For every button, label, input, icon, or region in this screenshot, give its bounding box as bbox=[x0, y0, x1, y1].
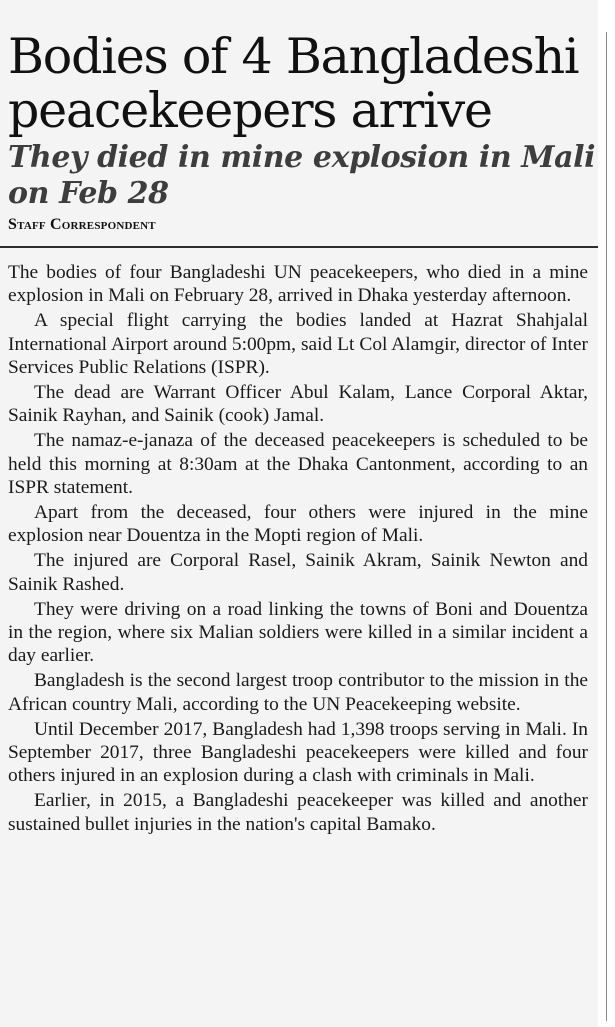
paragraph: Until December 2017, Bangladesh had 1,398 troops serving in Mali. In September 2017, three Bangladeshi peacekeepers were killed and four others injured in an explosion during a clash with criminals in Mali. bbox=[8, 718, 588, 787]
paragraph: A special flight carrying the bodies landed at Hazrat Shahjalal International Airport around 5:00pm, said Lt Col Alamgir, director of Inter Services Public Relations (ISPR). bbox=[8, 310, 588, 378]
paragraph: The injured are Corporal Rasel, Sainik Akram, Sainik Newton and Sainik Rashed. bbox=[8, 550, 588, 595]
paragraph: Earlier, in 2015, a Bangladeshi peacekeeper was killed and another sustained bullet injuries in the nation's capital Bamako. bbox=[8, 790, 588, 835]
article-body bbox=[0, 248, 598, 836]
paragraph: The bodies of four Bangladeshi UN peacekeepers, who died in a mine explosion in Mali on February 28, arrived in Dhaka yesterday afternoon. bbox=[8, 262, 588, 307]
paragraph: They were driving on a road linking the towns of Boni and Douentza in the region, where six Malian soldiers were killed in a similar incident a day earlier. bbox=[8, 598, 588, 667]
subheadline: They died in mine explosion in Mali on Feb 28 bbox=[8, 140, 596, 211]
paragraph: Apart from the deceased, four others were injured in the mine explosion near Douentza in the Mopti region of Mali. bbox=[8, 502, 588, 547]
column-rule bbox=[598, 0, 615, 1027]
paragraph: The namaz-e-janaza of the deceased peacekeepers is scheduled to be held this morning at 8:30am at the Dhaka Cantonment, according to an ISPR statement. bbox=[8, 430, 588, 498]
paragraph: Bangladesh is the second largest troop contributor to the mission in the African country Mali, according to the UN Peacekeeping website. bbox=[8, 670, 588, 715]
byline: Staff Correspondent bbox=[8, 216, 156, 233]
headline: Bodies of 4 Bangladeshi peacekeepers arrive bbox=[8, 28, 579, 139]
paragraph: The dead are Warrant Officer Abul Kalam, Lance Corporal Aktar, Sainik Rayhan, and Sainik (cook) Jamal. bbox=[8, 382, 588, 427]
